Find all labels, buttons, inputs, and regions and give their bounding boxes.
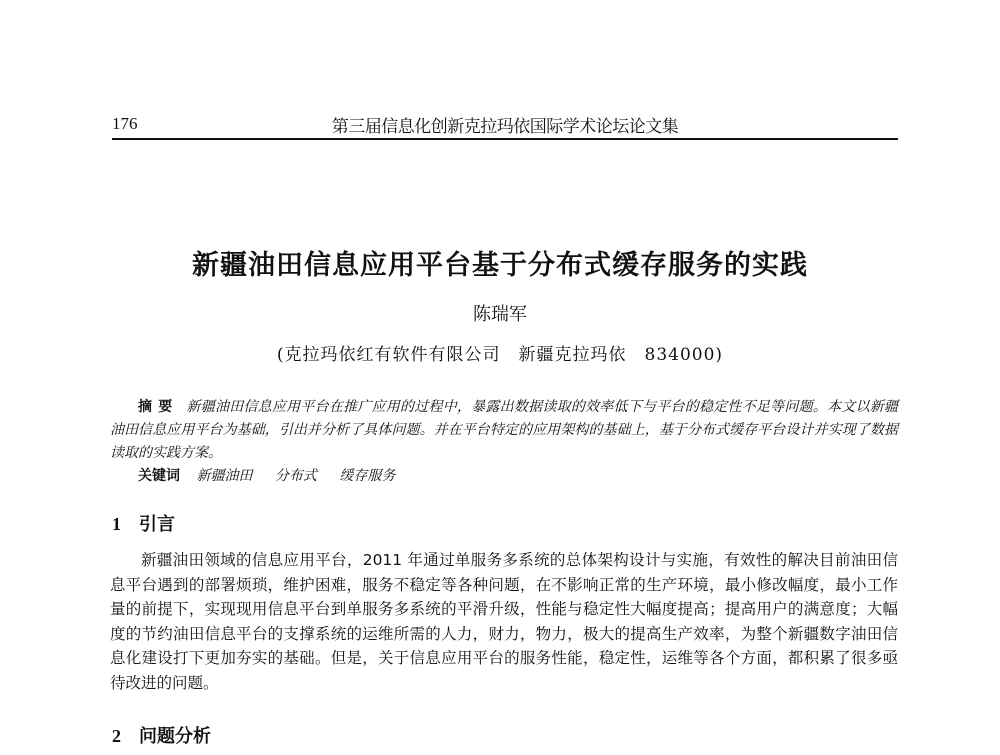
- paper-title: 新疆油田信息应用平台基于分布式缓存服务的实践: [192, 250, 808, 281]
- keyword: 新疆油田: [196, 468, 253, 484]
- introduction-paragraph: 新疆油田领域的信息应用平台，2011 年通过单服务多系统的总体架构设计与实施，有效性的解决目前油田信息平台遇到的部署烦琐，维护困难，服务不稳定等各种问题，在不影响正常的生产环境，最小修改幅度，最小工作量的前提下，实现现用信息平台到单服务多系统的平滑升级，性能与稳定性大幅度提高；提高用户的满意度；大幅度的节约油田信息平台的支撑系统的运维所需的人力，财力，物力，极大的提高生产效率，为整个新疆数字油田信息化建设打下更加夯实的基础。但是，关于信息应用平台的服务性能，稳定性，运维等各个方面，都积累了很多亟待改进的问题。: [110, 551, 898, 692]
- keywords: [110, 465, 898, 488]
- section-heading-introduction: [112, 510, 175, 536]
- keyword: 缓存服务: [339, 468, 396, 484]
- abstract-text: 新疆油田信息应用平台在推广应用的过程中，暴露出数据读取的效率低下与平台的稳定性不足等问题。本文以新疆油田信息应用平台为基础，引出并分析了具体问题。并在平台特定的应用架构的基础上，基于分布式缓存平台设计并实现了数据读取的实践方案。: [110, 399, 899, 461]
- section-title: 问题分析: [139, 726, 211, 747]
- proceedings-title: 第三届信息化创新克拉玛依国际学术论坛论文集: [331, 117, 679, 137]
- author-affiliation: (克拉玛依红有软件有限公司 新疆克拉玛依 834000): [276, 345, 724, 365]
- section-heading-problem-analysis: [112, 722, 211, 748]
- section-title: 引言: [139, 514, 175, 535]
- author-name: 陈瑞军: [473, 304, 527, 325]
- section-number: 1: [112, 514, 121, 534]
- keyword: 分布式: [274, 468, 317, 484]
- keywords-label: 关键词: [138, 468, 180, 484]
- abstract: [110, 396, 898, 465]
- page-number: 176: [112, 114, 138, 133]
- running-header: [112, 108, 898, 140]
- section-number: 2: [112, 726, 121, 746]
- abstract-label: 摘要: [138, 399, 179, 415]
